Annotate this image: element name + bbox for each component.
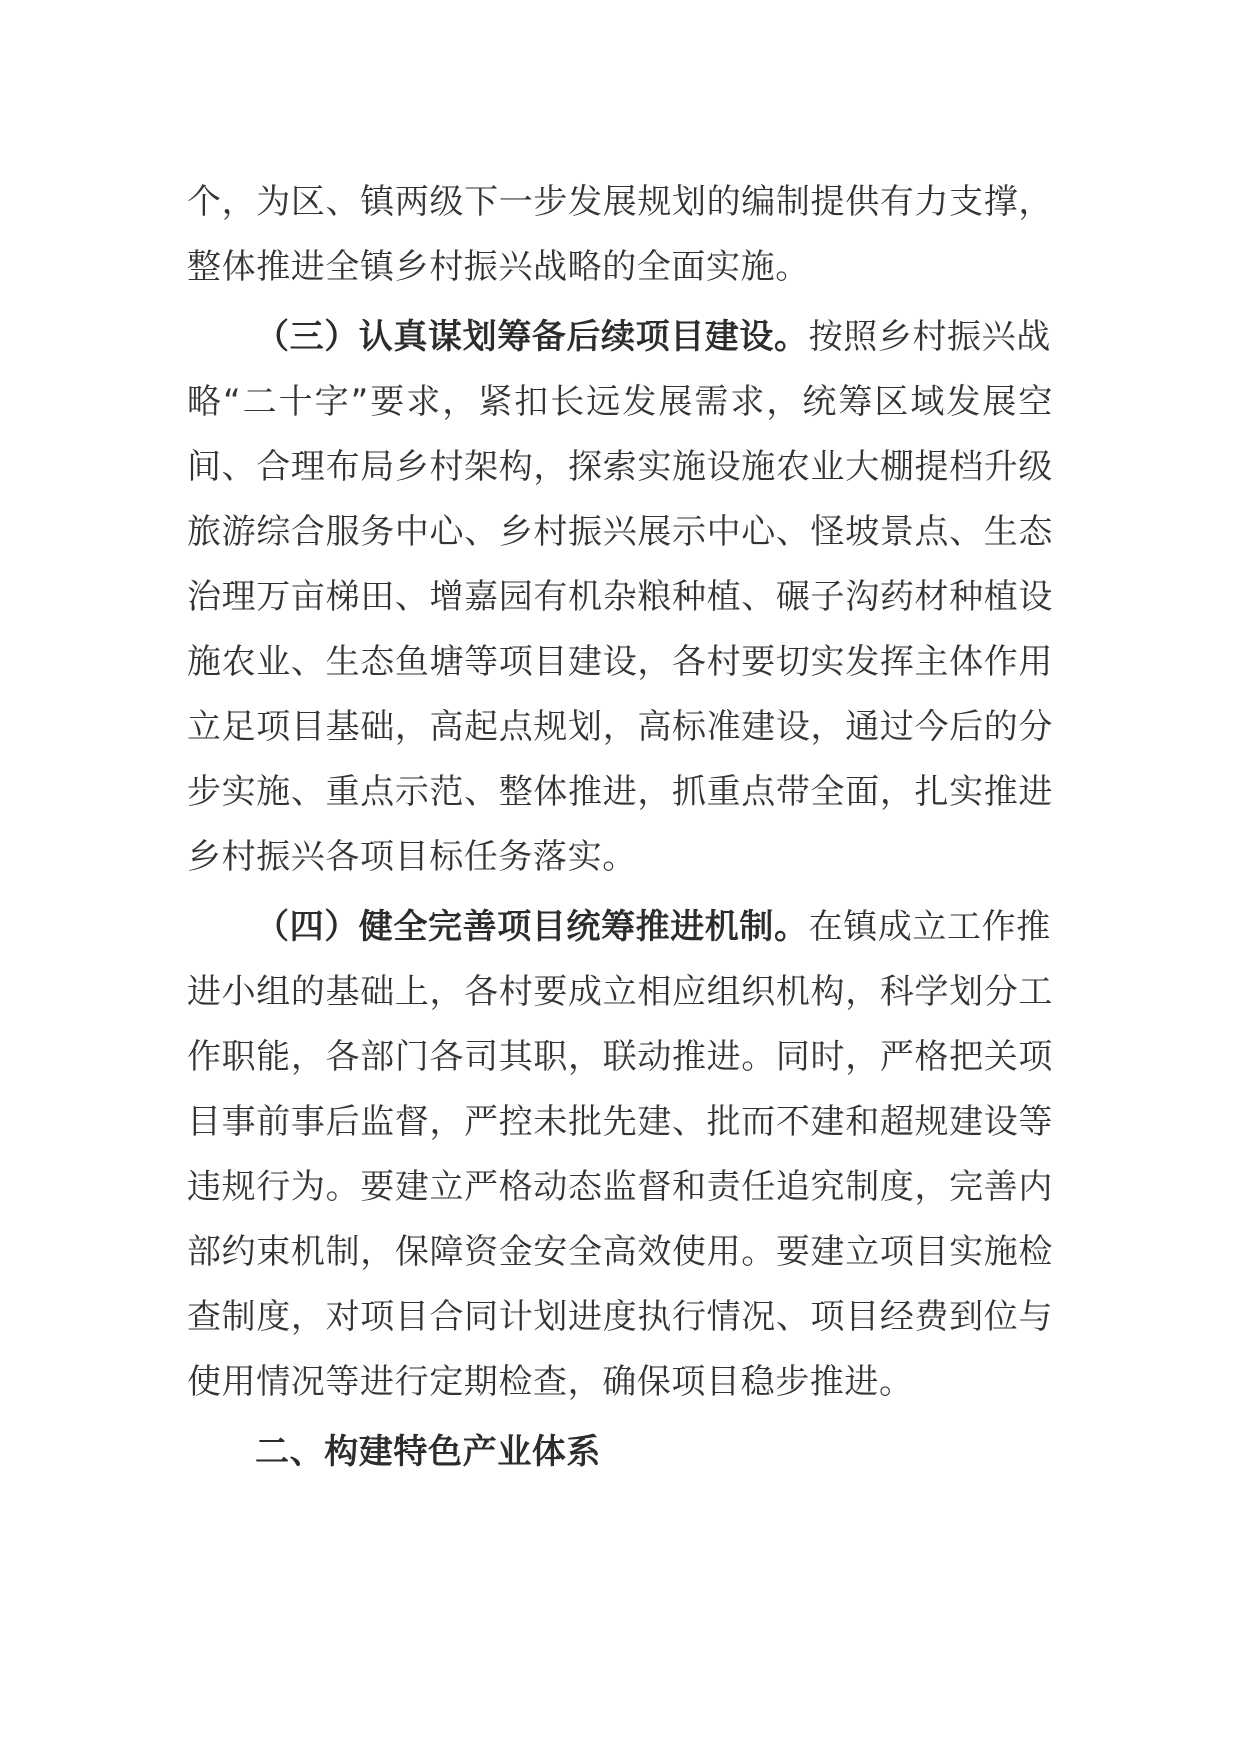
text-line: 步实施、重点示范、整体推进，抓重点带全面，扎实推进 (187, 772, 1053, 812)
text-line: 使用情况等进行定期检查，确保项目稳步推进。 (187, 1362, 914, 1402)
text-line: 整体推进全镇乡村振兴战略的全面实施。 (187, 247, 810, 287)
text-line: 目事前事后监督，严控未批先建、批而不建和超规建设等 (187, 1102, 1053, 1142)
text-line: 立足项目基础，高起点规划，高标准建设，通过今后的分 (187, 707, 1053, 747)
text-line: 乡村振兴各项目标任务落实。 (187, 837, 637, 877)
text-line-rest: 在镇成立工作推 (808, 907, 1051, 947)
text-line: 治理万亩梯田、增嘉园有机杂粮种植、碾子沟药材种植设 (187, 577, 1053, 617)
paragraph-project-planning (187, 305, 1053, 890)
text-line: 略“二十字”要求，紧扣长远发展需求，统筹区域发展空 (187, 382, 1053, 422)
subsection-heading: （四）健全完善项目统筹推进机制。 (255, 907, 809, 947)
text-line: 违规行为。要建立严格动态监督和责任追究制度，完善内 (187, 1167, 1053, 1207)
text-line: 作职能，各部门各司其职，联动推进。同时，严格把关项 (187, 1037, 1053, 1077)
text-line: 施农业、生态鱼塘等项目建设，各村要切实发挥主体作用 (187, 642, 1053, 682)
text-line: 部约束机制，保障资金安全高效使用。要建立项目实施检 (187, 1232, 1053, 1272)
text-line: 个，为区、镇两级下一步发展规划的编制提供有力支撑， (187, 182, 1053, 222)
text-line: 间、合理布局乡村架构，探索实施设施农业大棚提档升级 (187, 447, 1053, 487)
document-body (187, 170, 1053, 1485)
text-line-first (187, 305, 1053, 370)
paragraph-mechanism (187, 895, 1053, 1415)
text-line: 进小组的基础上，各村要成立相应组织机构，科学划分工 (187, 972, 1053, 1012)
text-line: 旅游综合服务中心、乡村振兴展示中心、怪坡景点、生态 (187, 512, 1053, 552)
subsection-heading: （三）认真谋划筹备后续项目建设。 (255, 317, 809, 357)
section-heading: 二、构建特色产业体系 (255, 1432, 601, 1472)
text-line: 查制度，对项目合同计划进度执行情况、项目经费到位与 (187, 1297, 1053, 1337)
text-line-rest: 按照乡村振兴战 (808, 317, 1051, 357)
text-line-first (187, 895, 1053, 960)
paragraph-continued (187, 170, 1053, 300)
